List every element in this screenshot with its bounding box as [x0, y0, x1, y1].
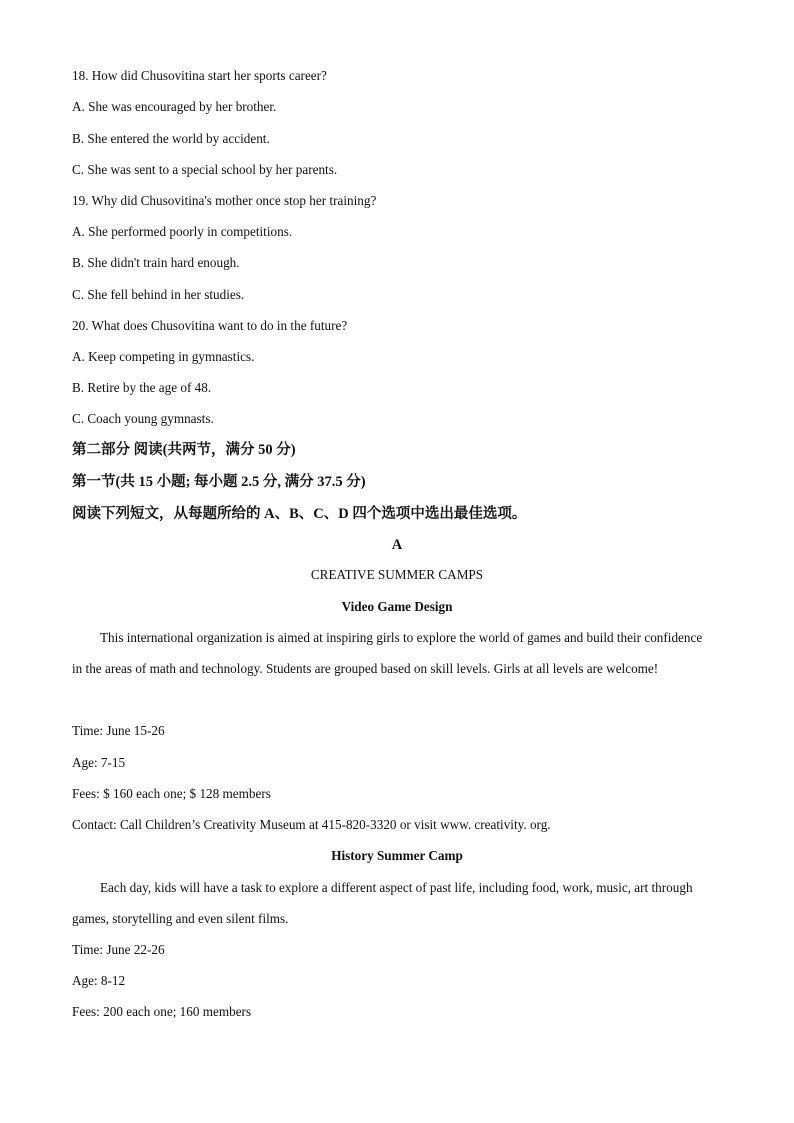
camp-2-fees: Fees: 200 each one; 160 members [72, 1004, 252, 1019]
question-18-option-b: B. She entered the world by accident. [72, 131, 270, 146]
question-20-option-b: B. Retire by the age of 48. [72, 380, 212, 395]
question-18-stem: 18. How did Chusovitina start her sports career? [72, 68, 327, 83]
camp-1-fees: Fees: $ 160 each one; $ 128 members [72, 786, 271, 801]
camp-2-name: History Summer Camp [331, 848, 463, 863]
camp-1-name: Video Game Design [341, 599, 453, 614]
question-20-stem: 20. What does Chusovitina want to do in the future? [72, 318, 348, 333]
camp-1-description: This international organization is aimed at inspiring girls to explore the world of games and build their confidence in the areas of math and technology. Students are grouped based on skill levels. Girls at all levels are welcome! [72, 630, 703, 676]
camp-1-time: Time: June 15-26 [72, 723, 165, 738]
camp-2-time: Time: June 22-26 [72, 942, 165, 957]
passage-letter: A [391, 537, 403, 553]
part-heading: 第二部分 阅读(共两节，满分 50 分) [72, 442, 296, 458]
question-19-option-c: C. She fell behind in her studies. [72, 287, 245, 302]
reading-instruction: 阅读下列短文，从每题所给的 A、B、C、D 四个选项中选出最佳选项。 [72, 506, 527, 522]
camp-2-description: Each day, kids will have a task to explore a different aspect of past life, including food, work, music, art through games, storytelling and even silent films. [72, 880, 693, 926]
camp-2-age: Age: 8-12 [72, 973, 126, 988]
subsection-heading: 第一节(共 15 小题; 每小题 2.5 分, 满分 37.5 分) [72, 474, 366, 490]
question-19-stem: 19. Why did Chusovitina's mother once stop her training? [72, 193, 377, 208]
camp-1-contact: Contact: Call Children’s Creativity Museum at 415-820-3320 or visit www. creativity. org. [72, 817, 551, 832]
camp-1-age: Age: 7-15 [72, 755, 126, 770]
question-19-option-b: B. She didn't train hard enough. [72, 255, 240, 270]
question-20-option-c: C. Coach young gymnasts. [72, 411, 214, 426]
question-20-option-a: A. Keep competing in gymnastics. [72, 349, 255, 364]
question-19-option-a: A. She performed poorly in competitions. [72, 224, 293, 239]
question-18-option-a: A. She was encouraged by her brother. [72, 99, 277, 114]
question-18-option-c: C. She was sent to a special school by her parents. [72, 162, 338, 177]
passage-title: CREATIVE SUMMER CAMPS [310, 567, 484, 582]
